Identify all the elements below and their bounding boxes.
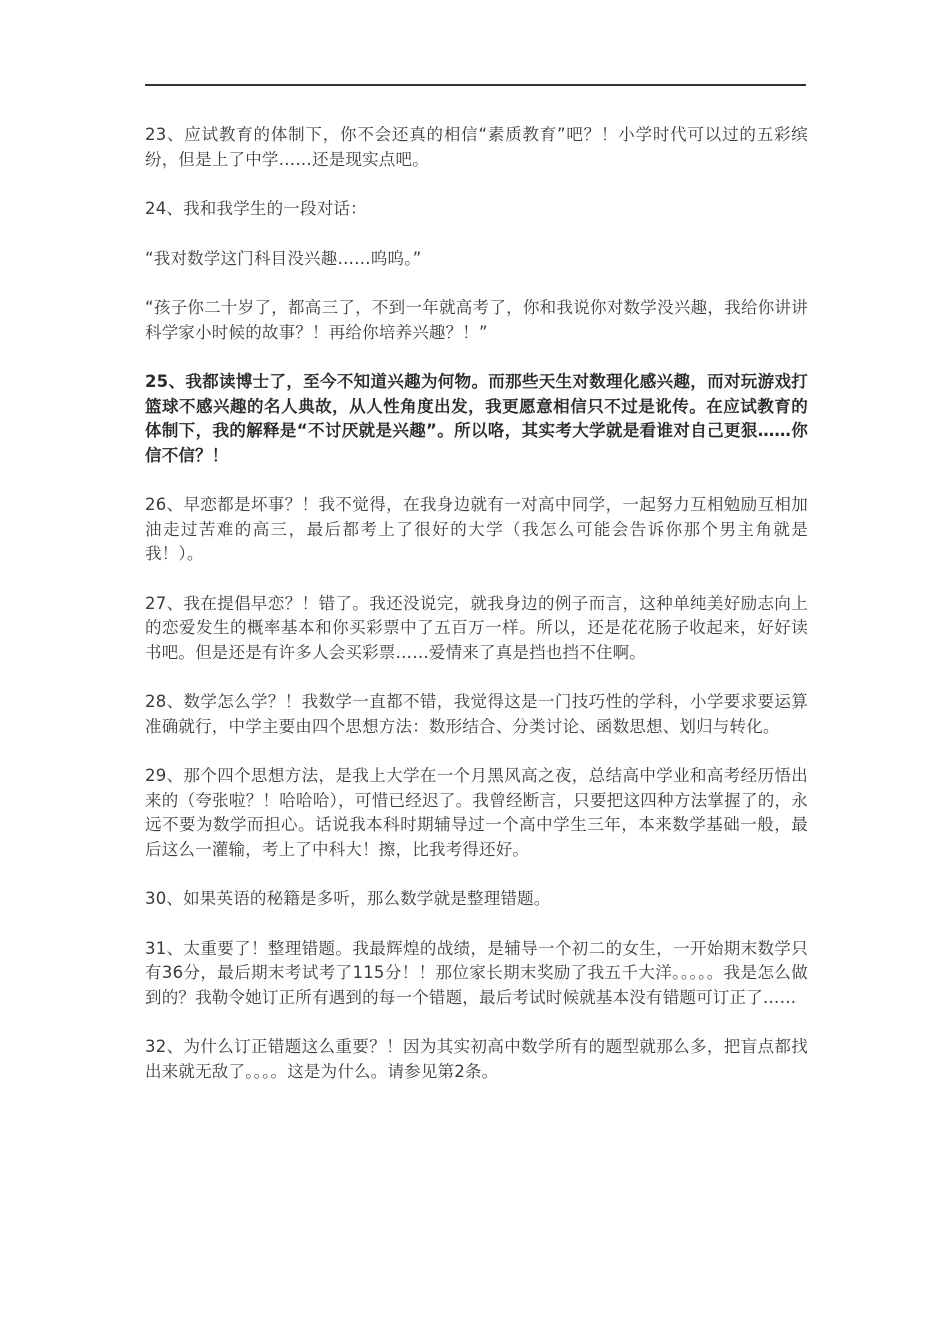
paragraph-24: 24、我和我学生的一段对话： [145, 199, 367, 218]
paragraph-29: 29、那个四个思想方法，是我上大学在一个月黑风高之夜，总结高中学业和高考经历悟出来的（夸张啦？！哈哈哈），可惜已经迟了。我曾经断言，只要把这四种方法掌握了的，永远不要为数学而担心。话说我本科时期辅导过一个高中学生三年，本来数学基础一般，最后这么一灌输，考上了中科大！擦，比我考得还好。 [145, 766, 808, 859]
paragraph-28: 28、数学怎么学？！我数学一直都不错，我觉得这是一门技巧性的学科，小学要求要运算准确就行，中学主要由四个思想方法：数形结合、分类讨论、函数思想、划归与转化。 [145, 692, 808, 736]
dialogue-student: “我对数学这门科目没兴趣……呜呜。” [145, 248, 422, 268]
paragraph-32: 32、为什么订正错题这么重要？！因为其实初高中数学所有的题型就那么多，把盲点都找出来就无敌了。。。。这是为什么。请参见第2条。 [145, 1037, 808, 1081]
paragraph-26: 26、早恋都是坏事？！我不觉得，在我身边就有一对高中同学，一起努力互相勉励互相加油走过苦难的高三，最后都考上了很好的大学（我怎么可能会告诉你那个男主角就是我！）。 [145, 495, 808, 563]
dialogue-teacher: “孩子你二十岁了，都高三了，不到一年就高考了，你和我说你对数学没兴趣，我给你讲讲科学家小时候的故事？！再给你培养兴趣？！” [145, 298, 808, 342]
paragraph-31: 31、太重要了！整理错题。我最辉煌的战绩，是辅导一个初二的女生，一开始期末数学只有36分，最后期末考试考了115分！！那位家长期末奖励了我五千大洋。。。。。我是怎么做到的？我勒令她订正所有遇到的每一个错题，最后考试时候就基本没有错题可订正了…… [145, 938, 808, 1007]
paragraph-23: 23、应试教育的体制下，你不会还真的相信“素质教育”吧？！小学时代可以过的五彩缤纷，但是上了中学……还是现实点吧。 [145, 125, 808, 169]
document-body [145, 123, 808, 1109]
paragraph-30: 30、如果英语的秘籍是多听，那么数学就是整理错题。 [145, 889, 551, 908]
header-rule [145, 84, 806, 86]
paragraph-27: 27、我在提倡早恋？！错了。我还没说完，就我身边的例子而言，这种单纯美好励志向上的恋爱发生的概率基本和你买彩票中了五百万一样。所以，还是花花肠子收起来，好好读书吧。但是还是有许多人会买彩票……爱情来了真是挡也挡不住啊。 [145, 593, 808, 662]
paragraph-25: 25、我都读博士了，至今不知道兴趣为何物。而那些天生对数理化感兴趣，而对玩游戏打篮球不感兴趣的名人典故，从人性角度出发，我更愿意相信只不过是讹传。在应试教育的体制下，我的解释是“不讨厌就是兴趣”。所以咯，其实考大学就是看谁对自己更狠……你信不信？！ [145, 372, 808, 465]
